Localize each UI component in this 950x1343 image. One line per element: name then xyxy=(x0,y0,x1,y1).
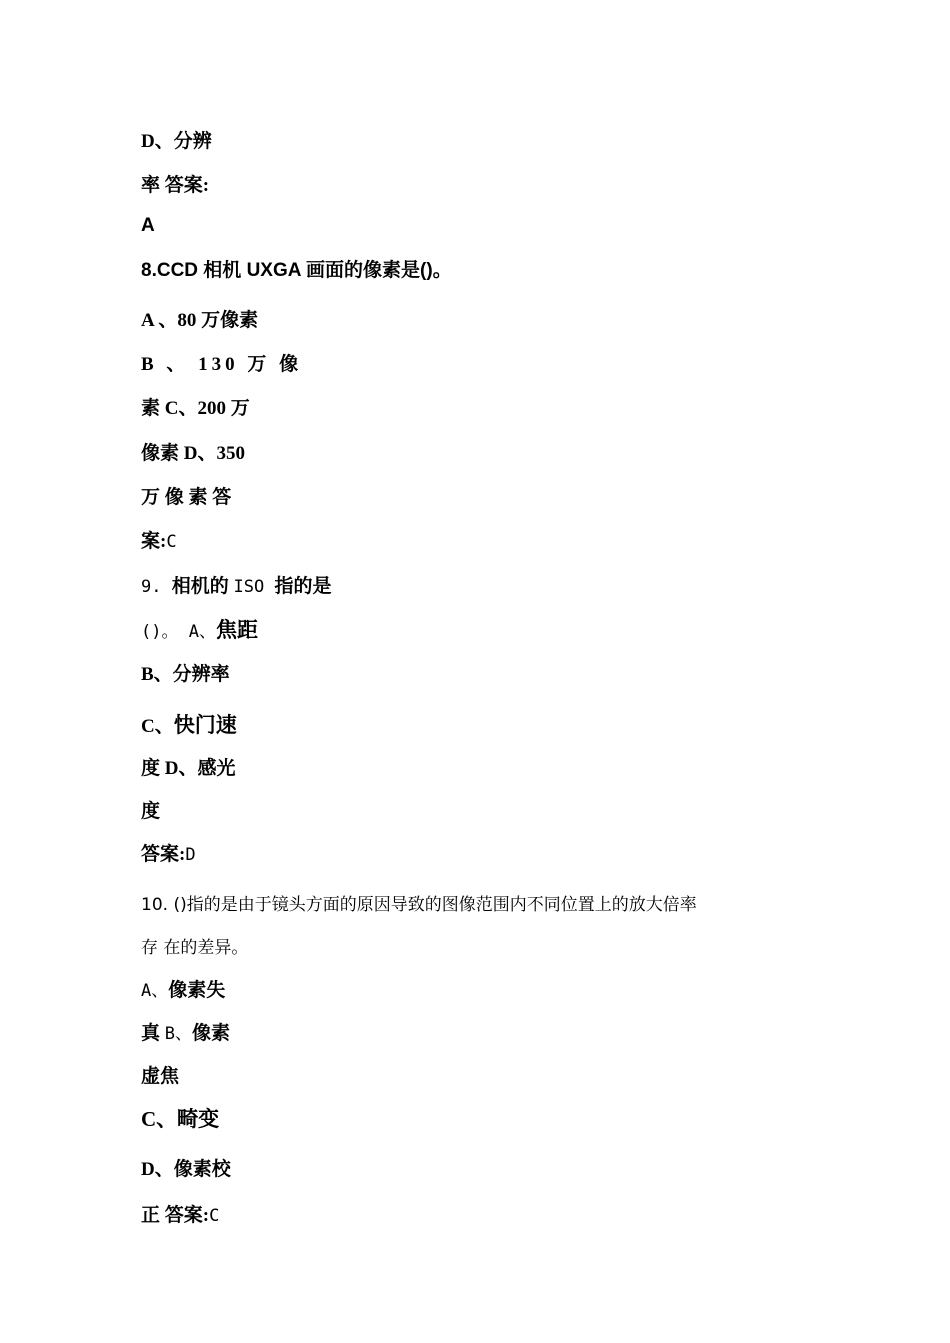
q8-option-a: A 、80 万像素 xyxy=(141,310,259,331)
q10-option-c: C、畸变 xyxy=(141,1107,220,1131)
q8-option-c: 素 C、200 万 xyxy=(141,398,250,419)
q9-iso: ISO xyxy=(233,577,275,597)
q8-answer-label: 案: xyxy=(141,531,167,552)
answer-label: 率 答案: xyxy=(141,175,210,196)
q9-option-d-cont: 度 xyxy=(141,801,161,822)
q9-option-d: 度 D、感光 xyxy=(141,758,236,779)
q9-number: 9. xyxy=(141,577,172,597)
q9-answer xyxy=(141,843,196,867)
question-10-cont: 存 在的差异。 xyxy=(141,938,249,958)
q10-option-a-cont: 真 xyxy=(141,1023,165,1044)
q10-option-a xyxy=(141,979,225,1003)
q9-option-c xyxy=(141,713,237,739)
q9-answer-value: D xyxy=(185,845,196,865)
question-9 xyxy=(141,575,331,599)
option-d-resolution: D、分辨 xyxy=(141,131,212,152)
q8-option-d: 像素 D、350 xyxy=(141,443,245,464)
q9-text-2: 指的是 xyxy=(274,576,332,597)
q8-option-b: B 、 130 万 像 xyxy=(141,354,303,375)
q10-option-a-text: 像素失 xyxy=(168,980,226,1001)
q10-answer-label: 正 答案: xyxy=(141,1205,210,1226)
q8-option-d-cont: 万 像 素 答 xyxy=(141,487,232,508)
q10-option-d: D、像素校 xyxy=(141,1159,231,1180)
q10-option-b-label: B、 xyxy=(164,1024,193,1044)
q10-option-b-cont: 虚焦 xyxy=(141,1066,180,1087)
q9-option-a xyxy=(141,618,258,644)
q10-option-b-text: 像素 xyxy=(192,1023,231,1044)
q9-answer-label: 答案: xyxy=(141,844,186,865)
q10-answer xyxy=(141,1204,219,1228)
q8-answer xyxy=(141,530,177,554)
q10-answer-value: C xyxy=(209,1206,220,1226)
q9-option-c-label: C、 xyxy=(141,716,174,737)
question-8: 8.CCD 相机 UXGA 画面的像素是()。 xyxy=(141,260,452,281)
q9-option-a-text: 焦距 xyxy=(215,618,258,642)
q9-option-b: B、分辨率 xyxy=(141,664,230,685)
q9-option-a-label: ()。 A、 xyxy=(141,622,216,642)
q9-option-c-text: 快门速 xyxy=(173,713,237,737)
question-10: 10. ()指的是由于镜头方面的原因导致的图像范围内不同位置上的放大倍率 xyxy=(141,895,697,915)
answer-value: A xyxy=(141,215,155,236)
q10-option-a-label: A、 xyxy=(141,981,169,1001)
q8-answer-value: C xyxy=(166,532,177,552)
q9-text-1: 相机的 xyxy=(171,576,234,597)
q10-option-b xyxy=(141,1022,230,1046)
